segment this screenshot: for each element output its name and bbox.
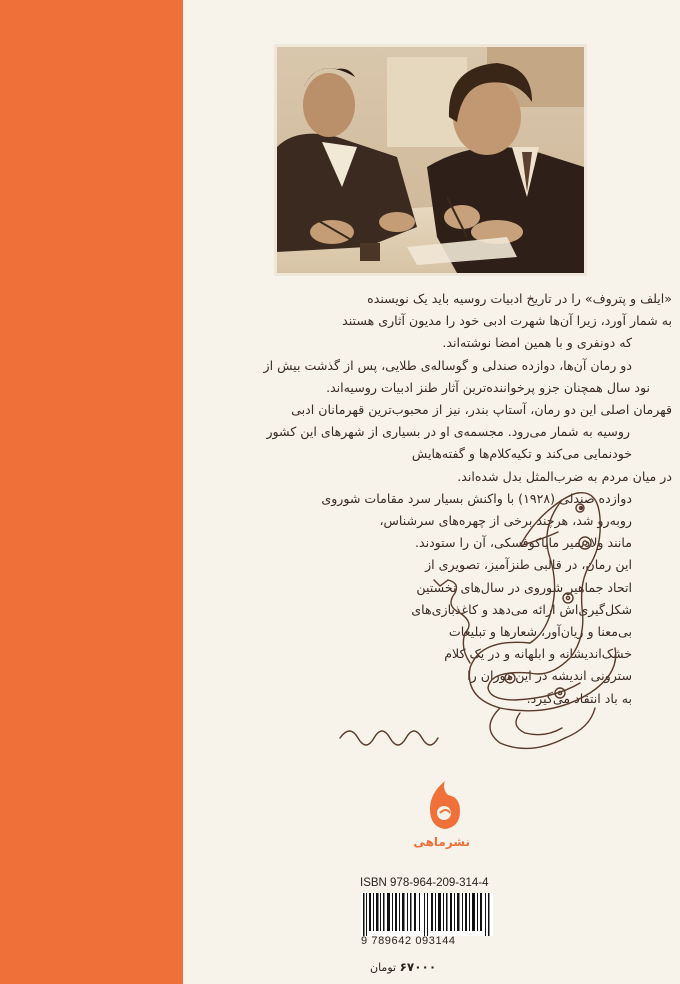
text-line: روبه‌رو شد، هرچند برخی از چهره‌های سرشناس، <box>379 513 632 529</box>
text-line: روسیه به شمار می‌رود. مجسمه‌ی او در بسیاری از شهرهای این کشور <box>266 424 630 440</box>
barcode-icon <box>361 893 493 936</box>
text-line: دو رمان آن‌ها، دوازده صندلی و گوساله‌ی طلایی، پس از گذشت بیش از <box>263 357 632 373</box>
text-line: نود سال همچنان جزو پرخواننده‌ترین آثار طنز ادبیات روسیه‌اند. <box>326 379 650 395</box>
text-line: «ایلف و پتروف» را در تاریخ ادبیات روسیه باید یک نویسنده <box>367 291 672 306</box>
text-line: این رمان، در قالبی طنزآمیز، تصویری از <box>425 557 632 573</box>
fish-logo-icon <box>413 775 470 865</box>
text-line: شکل‌گیری‌اش ارائه می‌دهد و کاغذبازی‌های <box>411 601 632 617</box>
text-line: بی‌معنا و زیان‌آور، شعارها و تبلیغات <box>448 624 632 640</box>
paragraph <box>250 288 672 355</box>
text-line: اتحاد جماهیر شوروی در سال‌های نخستین <box>416 579 632 595</box>
publisher-name: نشرماهی <box>413 835 470 849</box>
orange-spine <box>0 0 183 984</box>
text-line: در میان مردم به ضرب‌المثل بدل شده‌اند. <box>457 468 672 484</box>
text-line: به شمار آورد، زیرا آن‌ها شهرت ادبی خود را مدیون آثاری هستند <box>342 313 672 329</box>
text-line: سترونی اندیشه در این دوران را <box>467 668 632 684</box>
paragraph <box>250 399 672 488</box>
paragraph <box>250 355 672 399</box>
text-line: قهرمان اصلی این دو رمان، آستاپ بندر، نیز از محبوب‌ترین قهرمانان ادبی <box>291 402 672 418</box>
barcode <box>361 893 493 936</box>
barcode-digits: 9 789642 093144 <box>361 935 456 947</box>
authors-photo <box>277 47 584 273</box>
text-line: به باد انتقاد می‌گیرد. <box>526 690 632 706</box>
price <box>370 960 436 974</box>
isbn-barcode <box>360 877 500 957</box>
price-amount: ۶۷۰۰۰ <box>399 960 437 974</box>
text-line: خشک‌اندیشانه و ابلهانه و در یک کلام <box>444 646 632 662</box>
text-line: مانند ولادیمیر مایاکوفسکی، آن را ستودند. <box>414 535 632 551</box>
publisher-logo <box>413 775 470 865</box>
text-line: خودنمایی می‌کند و تکیه‌کلام‌ها و گفته‌هایش <box>411 446 632 462</box>
price-currency: تومان <box>370 961 397 974</box>
sepia-photo-icon <box>277 47 584 273</box>
isbn-label: ISBN 978-964-209-314-4 <box>360 877 489 889</box>
text-line: که دونفری و با همین امضا نوشته‌اند. <box>442 335 632 351</box>
snake-drawing-icon <box>330 488 630 778</box>
text-line: دوازده صندلی (۱۹۲۸) با واکنش بسیار سرد مقامات شوروی <box>321 490 632 506</box>
snake-illustration <box>330 488 630 778</box>
